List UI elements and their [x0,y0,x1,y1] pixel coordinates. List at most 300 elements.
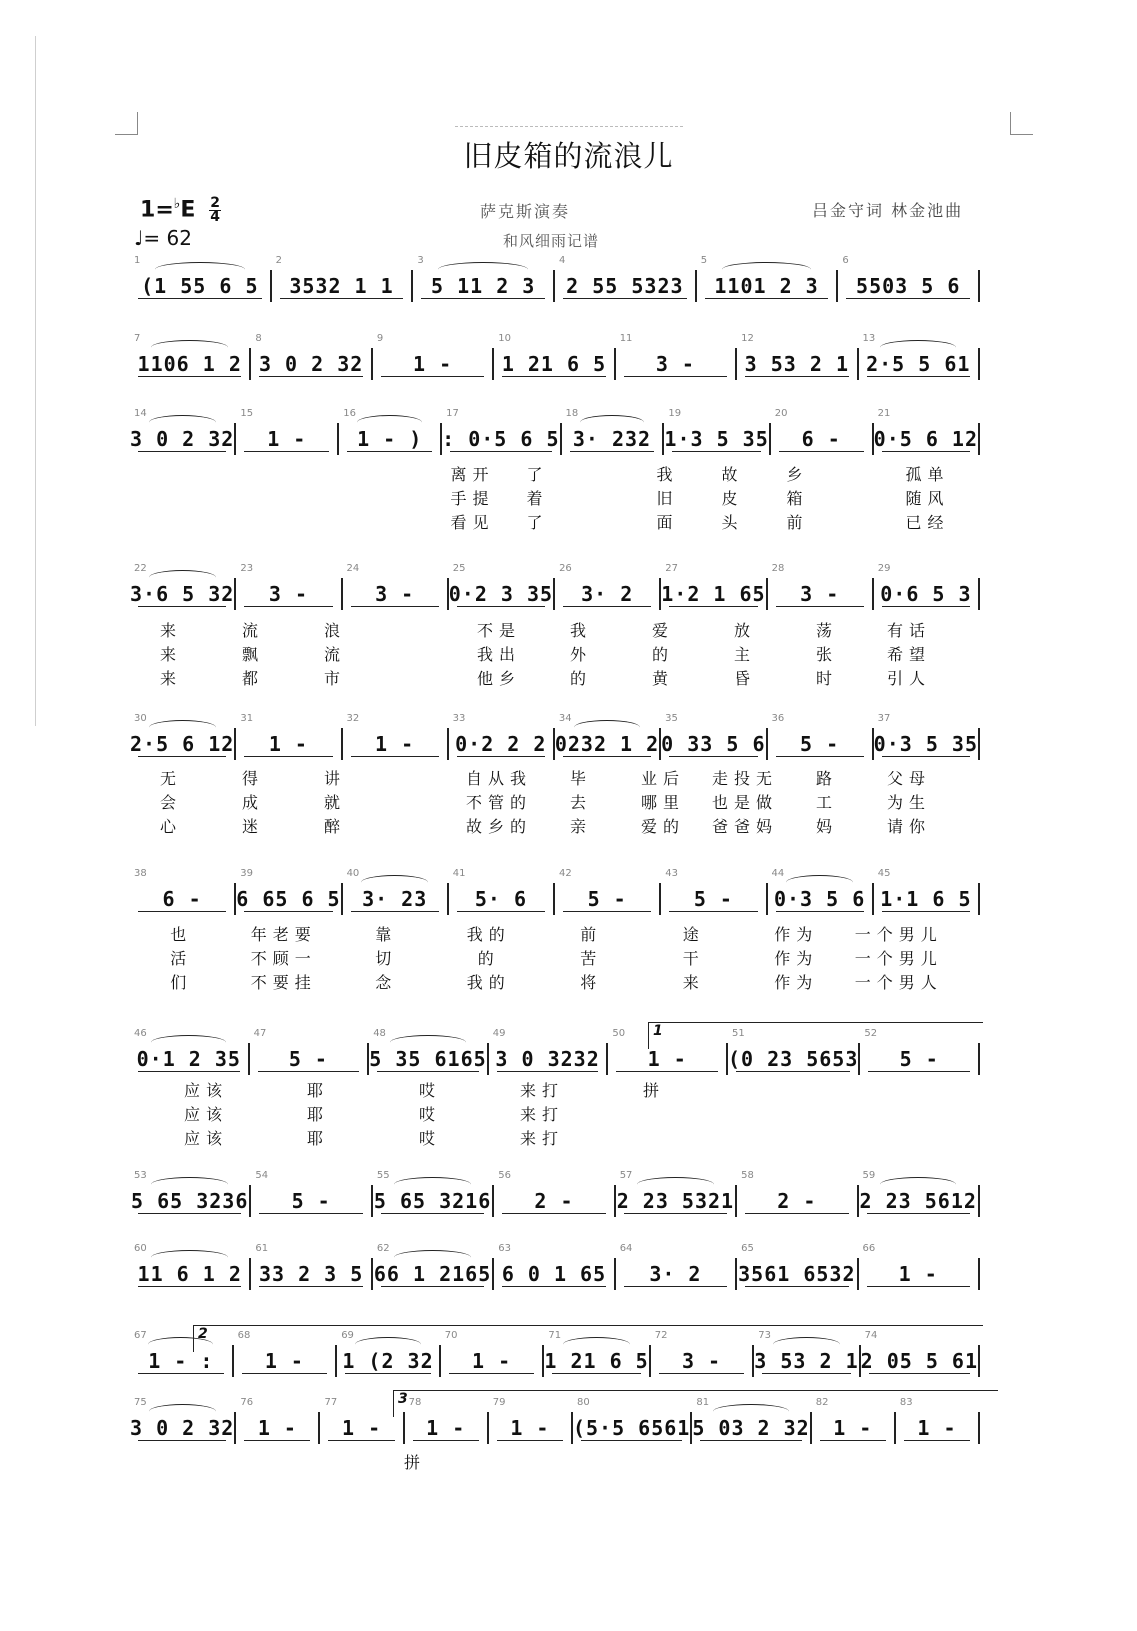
measure [130,868,236,915]
notes: 2 - [777,1189,817,1213]
notes: 3 0 2 32 [258,352,364,376]
measure [236,713,342,760]
notes: 1·3 5 35 [664,427,769,451]
notes: 5 65 3216 [373,1189,492,1213]
lyric-word: 工 [815,793,838,812]
measure-number: 5 [700,255,708,266]
measure [130,333,251,380]
lyric-word: 爸爸妈 [711,817,778,836]
measure [494,333,615,380]
notes: 1 - [342,1416,382,1440]
measure-number: 29 [877,563,891,574]
notes: 1 - [412,352,453,376]
lyric-word [830,510,895,533]
measure-number: 45 [877,868,891,879]
measure-number: 23 [240,563,254,574]
measure [130,1397,236,1444]
notes: 3 - [681,1349,722,1373]
lyric-line [130,666,950,689]
notes: 1·2 1 65 [661,582,766,606]
measure-number: 67 [134,1330,147,1341]
lyric-word: 我 [656,465,679,484]
slur [149,415,216,430]
measure-number: 15 [240,408,254,419]
measure [737,1170,858,1217]
notes: 6 65 6 5 [236,887,341,911]
lyric-word: 面 [656,513,679,532]
measure-number: 3 [417,255,424,266]
notes: 0·1 2 35 [136,1047,241,1071]
lyric-word: 来打 [519,1129,564,1148]
measure-number: 63 [498,1243,511,1254]
lyric-word: 哪里 [640,793,685,812]
notes: 3532 1 1 [289,274,394,298]
lyric-word: 就 [323,793,346,812]
measure-number: 56 [498,1170,511,1181]
measure [369,1028,489,1075]
lyric-word: 黄 [651,669,674,688]
lyric-word [376,814,458,837]
lyric-word: 了 [526,513,549,532]
measure-number: 55 [376,1170,390,1181]
lyric-word: 作为 [774,973,819,992]
lyric-word: 荡 [815,621,838,640]
measure-number: 76 [240,1397,254,1408]
lyric-word: 引人 [886,669,931,688]
lyric-word: 的 [569,669,592,688]
measure-number: 83 [899,1397,913,1408]
measure-number: 81 [696,1397,710,1408]
lyric-word [376,618,458,641]
lyric-word: 哎 [418,1129,441,1148]
lyric-word: 哎 [418,1105,441,1124]
notes: 3· 23 [362,887,428,911]
slur [151,1035,226,1050]
lyric-word: 我出 [476,645,521,664]
slur [394,1177,470,1192]
lyric-line [440,510,960,533]
measure-number: 39 [240,868,253,879]
notes: 2 - [534,1189,574,1213]
notes: 1 - [375,732,415,756]
slur [786,875,853,890]
notes: 0·2 3 35 [448,582,554,606]
lyric-word: 流 [323,645,346,664]
slur [580,415,645,430]
lyric-word: 市 [323,669,346,688]
measure-number: 57 [619,1170,633,1181]
notes: 3 0 2 32 [130,1416,235,1440]
performer-label: 萨克斯演奏 [480,202,571,221]
measure-number: 2 [275,255,283,266]
measure-number: 7 [134,333,141,344]
lyric-word: 走投无 [711,769,778,788]
notes: 3 53 2 1 [744,352,849,376]
lyric-word: 故乡的 [465,817,532,836]
measure-number: 25 [452,563,466,574]
lyric-word: 将 [580,973,603,992]
measure-number: 60 [134,1243,147,1254]
notes: : 0·5 6 5 [442,427,560,451]
notes: 1·1 6 5 [880,887,972,911]
measure-number: 48 [373,1028,386,1039]
lyric-word: 来 [159,669,182,688]
notes: 3 - [655,352,695,376]
lyric-word: 作为 [774,949,819,968]
measure-number: 71 [548,1330,562,1341]
notes: 6 - [162,887,202,911]
lyric-line [440,486,960,509]
slur [880,340,956,355]
lyric-word: 讲 [323,769,346,788]
slur [151,1250,227,1265]
measure-number: 50 [612,1028,626,1039]
measure-number: 14 [134,408,147,419]
notes: 3 0 3232 [495,1047,600,1071]
measure [616,333,737,380]
notes: 0232 1 2 [554,732,660,756]
measure [768,563,874,610]
lyric-word: 浪 [323,621,346,640]
measure [449,713,555,760]
measure [343,868,449,915]
slur [151,340,227,355]
measure [838,255,980,302]
notes: 1101 2 3 [714,274,819,298]
lyric-word: 离开 [450,465,495,484]
lyric-line [130,618,950,641]
measure [554,713,661,760]
measure [130,408,236,455]
measure-number: 30 [134,713,147,724]
notes: 0·3 5 35 [873,732,978,756]
measure-number: 64 [619,1243,633,1254]
measure-number: 62 [376,1243,390,1254]
lyric-line [150,1078,710,1101]
notes: 3· 2 [649,1262,702,1286]
notes: 3 53 2 1 [754,1349,859,1373]
lyric-line [130,970,950,993]
lyric-word: 一个男人 [854,973,943,992]
notes: 1 - [898,1262,938,1286]
notes: 33 2 3 5 [258,1262,364,1286]
lyric-word: 应该 [183,1081,228,1100]
lyric-line [130,922,950,945]
measure [449,868,555,915]
lyric-word: 时 [815,669,838,688]
lyric-word: 来打 [519,1081,564,1100]
notes: 2·5 6 12 [130,732,235,756]
lyric-word: 孤单 [905,465,950,484]
lyric-word: 流 [241,621,264,640]
lyric-word: 请你 [886,817,931,836]
lyric-word: 昏 [733,669,756,688]
measure [737,333,858,380]
lyric-word: 毕 [569,769,592,788]
notes: (1 55 6 5 [141,274,259,298]
crop-mark-left [115,112,138,135]
lyric-word: 业后 [640,769,685,788]
lyric-word: 也是做 [711,793,778,812]
score-system [130,408,980,455]
measure [236,563,342,610]
lyric-line [130,814,950,837]
notes: 2 55 5323 [566,274,684,298]
measure-number: 44 [771,868,785,879]
measure [251,333,372,380]
slur [390,1035,465,1050]
key-signature: $1=^♭E \frac{2}{4}$ [140,194,220,225]
measure [873,408,980,455]
measure [343,563,449,610]
measure-number: 18 [565,408,579,419]
measure [442,408,561,455]
measure [373,1243,494,1290]
measure [236,868,342,915]
slur [394,1250,470,1265]
measure-number: 35 [665,713,678,724]
measure [859,333,980,380]
measure [771,408,874,455]
lyric-word: 一个男儿 [854,949,943,968]
lyric-word [376,666,458,689]
lyric-word: 为生 [886,793,931,812]
notes: 3 - [800,582,840,606]
lyric-word: 拼 [642,1081,665,1100]
measure [859,1243,980,1290]
lyric-word: 外 [569,645,592,664]
notes: 1 21 6 5 [501,352,607,376]
measure-number: 73 [758,1330,772,1341]
lyric-line [130,642,950,665]
notator-label: 和风细雨记谱 [503,232,600,250]
notes: 1 - [647,1047,687,1071]
measure-number: 13 [862,333,876,344]
notes: 6 - [801,427,841,451]
lyric-word: 主 [733,645,756,664]
crop-mark-right [1010,112,1033,135]
lyric-word: 来 [682,973,705,992]
measure [272,255,414,302]
measure-number: 74 [864,1330,878,1341]
lyric-word: 一个男儿 [854,925,943,944]
measure [768,868,874,915]
lyric-word [376,766,458,789]
lyric-word: 靠 [375,925,398,944]
lyric-word: 切 [375,949,398,968]
notes: 3· 232 [572,427,652,451]
lyric-word: 干 [682,949,705,968]
measure [130,563,236,610]
lyric-word: 苦 [580,949,603,968]
slur [880,1177,956,1192]
notes: 1 (2 32 [342,1349,434,1373]
measure [339,408,442,455]
measure [555,563,661,610]
lyric-word: 我的 [466,973,511,992]
notes: 66 1 2165 [373,1262,492,1286]
notes: 1 - [510,1416,550,1440]
score-system [130,713,980,760]
lyric-word: 自从我 [465,769,532,788]
measure [555,255,697,302]
lyric-word: 耶 [306,1081,329,1100]
lyric-word: 有话 [886,621,931,640]
lyric-word: 成 [241,793,264,812]
notes: 5· 6 [474,887,527,911]
notes: 2 23 5612 [859,1189,977,1213]
final-lyric: 拼 [404,1453,421,1472]
notes: 2 23 5321 [616,1189,735,1213]
score-system [130,1243,980,1290]
slur [361,875,428,890]
lyric-word: 路 [815,769,838,788]
measure-number: 9 [376,333,384,344]
lyric-word: 都 [241,669,264,688]
measure-number: 43 [665,868,678,879]
measure-number: 10 [498,333,511,344]
measure-number: 28 [771,563,785,574]
lyric-word: 我 [569,621,592,640]
measure [373,333,494,380]
lyric-word [570,486,635,509]
measure [737,1243,858,1290]
lyric-word: 不顾一 [250,949,317,968]
lyric-word: 希望 [886,645,931,664]
measure-number: 82 [815,1397,829,1408]
notes: 1 - [267,427,307,451]
lyric-word: 会 [159,793,182,812]
lyric-word: 亲 [569,817,592,836]
notes: 2·5 5 61 [866,352,971,376]
measure [616,1170,737,1217]
lyric-word: 他乡 [476,669,521,688]
lyric-word: 不要挂 [250,973,317,992]
credits-label: 吕金守词 林金池曲 [812,201,964,220]
lyric-word: 耶 [306,1129,329,1148]
measure-number: 19 [668,408,682,419]
lyric-word: 前 [580,925,603,944]
lyric-word [830,486,895,509]
lyric-word: 活 [170,949,193,968]
lyric-word: 旧 [656,489,679,508]
slur [149,720,216,735]
lyric-word: 应该 [183,1129,228,1148]
measure-number: 77 [324,1397,338,1408]
measure-number: 79 [492,1397,506,1408]
lyric-word: 放 [733,621,756,640]
lyric-word [570,462,635,485]
measure [236,408,339,455]
measure-number: 75 [134,1397,147,1408]
tempo-marking: ♩= 62 [134,226,192,250]
time-signature: $\frac{2}{4}$ [210,194,220,225]
lyric-word [598,1102,710,1125]
measure [494,1170,615,1217]
measure [697,255,839,302]
lyric-line [150,1102,710,1125]
measure [616,1243,737,1290]
measure-number: 65 [741,1243,754,1254]
lyric-word: 应该 [183,1105,228,1124]
volta-bracket-3: 3 [393,1390,998,1417]
lyric-line [130,946,950,969]
notes: 0 33 5 6 [661,732,766,756]
notes: 5 35 6165 [369,1047,487,1071]
slur [357,415,422,430]
measure-number: 32 [346,713,360,724]
measure-number: 17 [446,408,459,419]
measure-number: 42 [559,868,572,879]
notes: 5 - [291,1189,331,1213]
measure-number: 68 [237,1330,251,1341]
lyric-word: 也 [170,925,193,944]
measure-number: 40 [346,868,360,879]
measure-number: 11 [619,333,633,344]
measure [859,1170,980,1217]
lyric-word: 头 [721,513,744,532]
measure-number: 66 [862,1243,876,1254]
notes: 5 - [587,887,627,911]
song-title: 旧皮箱的流浪儿 [463,139,674,173]
lyric-word: 随风 [905,489,950,508]
measure [448,563,555,610]
notes: 5 - [800,732,840,756]
lyric-word: 看见 [450,513,495,532]
lyric-word: 故 [721,465,744,484]
notes: (0 23 5653 [727,1047,859,1071]
notes: 3 - [375,582,415,606]
measure [874,563,980,610]
lyric-word [830,462,895,485]
lyric-word: 去 [569,793,592,812]
lyric-word: 着 [526,489,549,508]
notes: 5503 5 6 [856,274,961,298]
measure [250,1028,370,1075]
score-system [130,868,980,915]
lyric-word: 前 [786,513,809,532]
measure-number: 52 [864,1028,878,1039]
measure [251,1243,372,1290]
volta-bracket-2: 2 [193,1325,983,1352]
score-system [130,563,980,610]
lyric-word [376,642,458,665]
measure-number: 21 [877,408,891,419]
notes: 1 - [472,1349,512,1373]
lyric-word: 不是 [476,621,521,640]
lyric-word: 皮 [721,489,744,508]
measure-number: 6 [842,255,849,266]
lyric-word: 了 [526,465,549,484]
slur [438,262,527,277]
measure [494,1243,615,1290]
measure-number: 72 [654,1330,668,1341]
notes: 1 21 6 5 [544,1349,649,1373]
measure [768,713,874,760]
measure [489,1028,609,1075]
lyric-word: 乡 [786,465,809,484]
measure [873,713,980,760]
notes: 1 - [268,732,308,756]
measure-number: 36 [771,713,785,724]
slur [574,720,641,735]
lyric-word: 哎 [418,1081,441,1100]
measure-number: 16 [343,408,356,419]
notes: 11 6 1 2 [137,1262,242,1286]
header-dashed-line [455,126,683,127]
lyric-word: 途 [682,925,705,944]
lyric-line [440,462,960,485]
